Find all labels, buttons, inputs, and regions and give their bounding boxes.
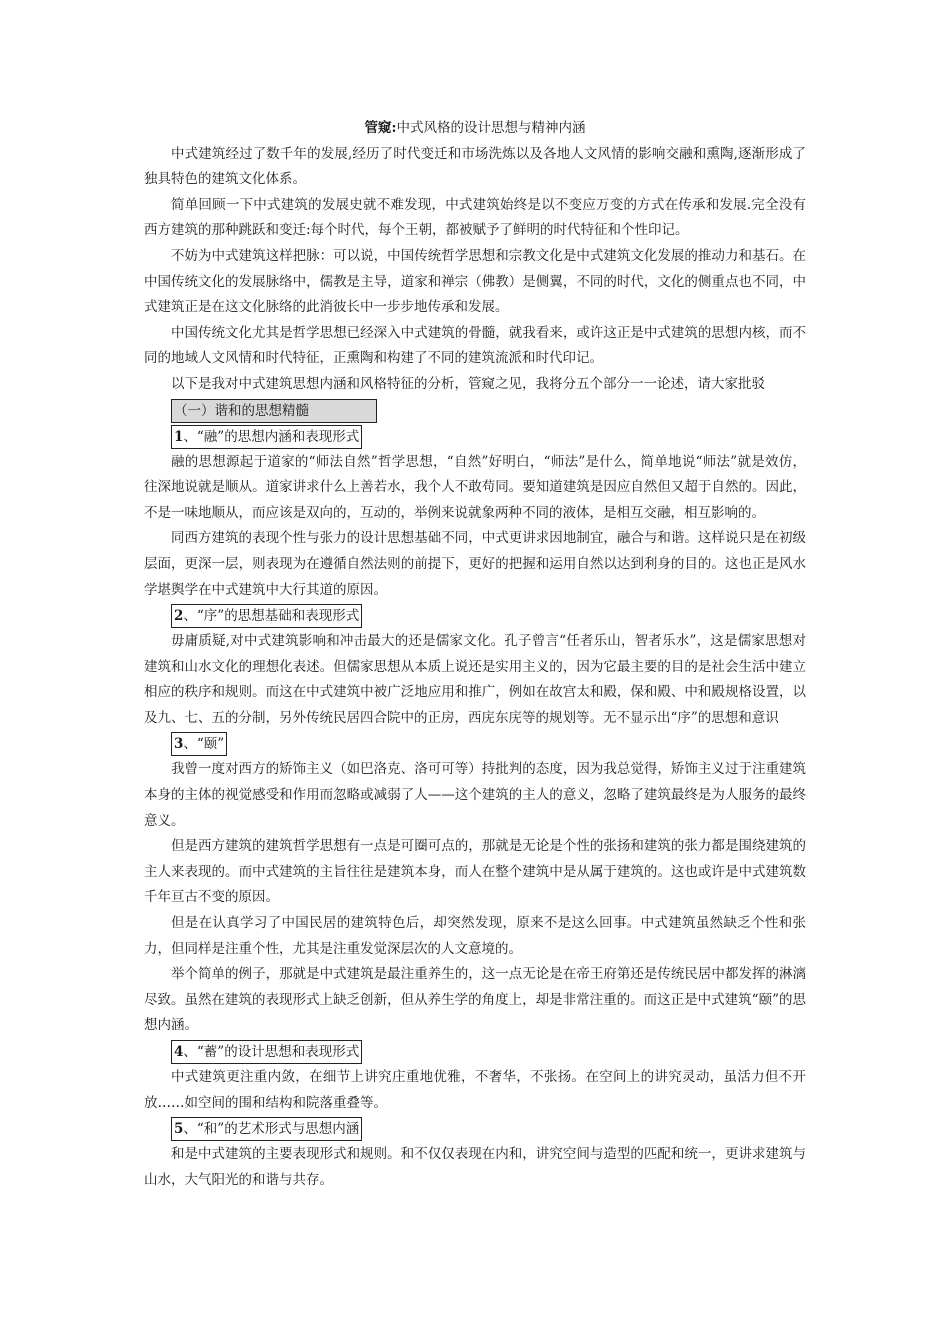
intro-paragraph: 中式建筑经过了数千年的发展,经历了时代变迁和市场洗炼以及各地人文风情的影响交融和熏陶,逐渐形成了独具特色的建筑文化体系。	[144, 145, 806, 188]
body-paragraph: 同西方建筑的表现个性与张力的设计思想基础不同，中式更讲求因地制宜，融合与和谐。这样说只是在初级层面，更深一层，则表现为在遵循自然法则的前提下，更好的把握和运用自然以达到利身的目的。这也正是风水学堪舆学在中式建筑中大行其道的原因。	[144, 530, 806, 598]
body-paragraph: 中式建筑更注重内敛，在细节上讲究庄重地优雅，不奢华，不张扬。在空间上的讲究灵动，虽活力但不开放……如空间的围和结构和院落重叠等。	[144, 1069, 806, 1111]
title-text: 中式风格的设计思想与精神内涵	[396, 120, 586, 136]
section-heading	[171, 604, 362, 628]
section-heading-row	[144, 1039, 806, 1065]
document-page	[144, 116, 806, 1193]
section-title: 、“融”的思想内涵和表现形式	[183, 428, 360, 445]
body-paragraph: 我曾一度对西方的矫饰主义（如巴洛克、洛可可等）持批判的态度，因为我总觉得，矫饰主义过于注重建筑本身的主体的视觉感受和作用而忽略或减弱了人——这个建筑的主人的意义，忽略了建筑最终是为人服务的最终意义。	[144, 761, 806, 829]
title-prefix: 管窥:	[364, 120, 397, 136]
body-paragraph: 和是中式建筑的主要表现形式和规则。和不仅仅表现在内和，讲究空间与造型的匹配和统一，更讲求建筑与山水，大气阳光的和谐与共存。	[144, 1146, 806, 1188]
document-title	[144, 116, 806, 142]
section-heading-row	[144, 424, 806, 450]
section-number: 3	[174, 736, 184, 753]
section-number: 5	[174, 1121, 184, 1138]
body-paragraph: 举个简单的例子，那就是中式建筑是最注重养生的，这一点无论是在帝王府第还是传统民居中都发挥的淋漓尽致。虽然在建筑的表现形式上缺乏创新，但从养生学的角度上，却是非常注重的。而这正是中式建筑“颐”的思想内涵。	[144, 966, 806, 1034]
section-number: 1	[174, 428, 184, 445]
section-number: 4	[174, 1044, 184, 1060]
intro-paragraph: 不妨为中式建筑这样把脉：可以说，中国传统哲学思想和宗教文化是中式建筑文化发展的推动力和基石。在中国传统文化的发展脉络中，儒教是主导，道家和禅宗（佛教）是侧翼，不同的时代，文化的侧重点也不同，中式建筑正是在这文化脉络的此消彼长中一步步地传承和发展。	[144, 247, 806, 316]
intro-paragraph: 中国传统文化尤其是哲学思想已经深入中式建筑的骨髓，就我看来，或许这正是中式建筑的思想内核，而不同的地域人文风情和时代特征，正熏陶和构建了不同的建筑流派和时代印记。	[144, 324, 806, 367]
section-heading	[171, 1117, 362, 1141]
section-title: 、“颐”	[183, 736, 225, 753]
section-heading-row	[144, 1116, 806, 1142]
section-title: 、“和”的艺术形式与思想内涵	[183, 1121, 360, 1138]
section-title: 、“序”的思想基础和表现形式	[183, 608, 360, 625]
body-paragraph: 但是西方建筑的建筑哲学思想有一点是可圈可点的，那就是无论是个性的张扬和建筑的张力都是围绕建筑的主人来表现的。而中式建筑的主旨往往是建筑本身，而人在整个建筑中是从属于建筑的。这也或许是中式建筑数千年亘古不变的原因。	[144, 838, 806, 906]
section-number: 2	[174, 608, 184, 625]
part-heading-row	[144, 398, 806, 424]
intro-paragraph: 简单回顾一下中式建筑的发展史就不难发现，中式建筑始终是以不变应万变的方式在传承和发展.完全没有西方建筑的那种跳跃和变迁:每个时代，每个王朝，都被赋予了鲜明的时代特征和个性印记。	[144, 196, 806, 239]
section-heading	[171, 732, 227, 756]
section-title: 、“蓄”的设计思想和表现形式	[183, 1044, 360, 1060]
section-heading	[171, 1040, 362, 1064]
section-heading-row	[144, 603, 806, 629]
section-heading	[171, 425, 362, 449]
part-heading: （一）谐和的思想精髓	[171, 399, 377, 423]
body-paragraph: 但是在认真学习了中国民居的建筑特色后，却突然发现，原来不是这么回事。中式建筑虽然缺乏个性和张力，但同样是注重个性，尤其是注重发觉深层次的人文意境的。	[144, 915, 806, 957]
body-paragraph: 毋庸质疑,对中式建筑影响和冲击最大的还是儒家文化。孔子曾言“任者乐山，智者乐水”，这是儒家思想对建筑和山水文化的理想化表述。但儒家思想从本质上说还是实用主义的，因为它最主要的目的是社会生活中建立相应的秩序和规则。而这在中式建筑中被广泛地应用和推广，例如在故宫太和殿，保和殿、中和殿规格设置，以及九、七、五的分制，另外传统民居四合院中的正房，西庑东庑等的规划等。无不显示出“序”的思想和意识	[144, 633, 806, 726]
body-paragraph: 融的思想源起于道家的“师法自然”哲学思想，“自然”好明白，“师法”是什么，简单地说“师法”就是效仿，往深地说就是顺从。道家讲求什么上善若水，我个人不敢苟同。要知道建筑是因应自然但又超于自然的。因此，不是一味地顺从，而应该是双向的，互动的，举例来说就象两种不同的液体，是相互交融，相互影响的。	[144, 453, 806, 521]
intro-paragraph: 以下是我对中式建筑思想内涵和风格特征的分析，管窥之见，我将分五个部分一一论述，请大家批驳	[171, 375, 765, 392]
section-heading-row	[144, 731, 806, 757]
